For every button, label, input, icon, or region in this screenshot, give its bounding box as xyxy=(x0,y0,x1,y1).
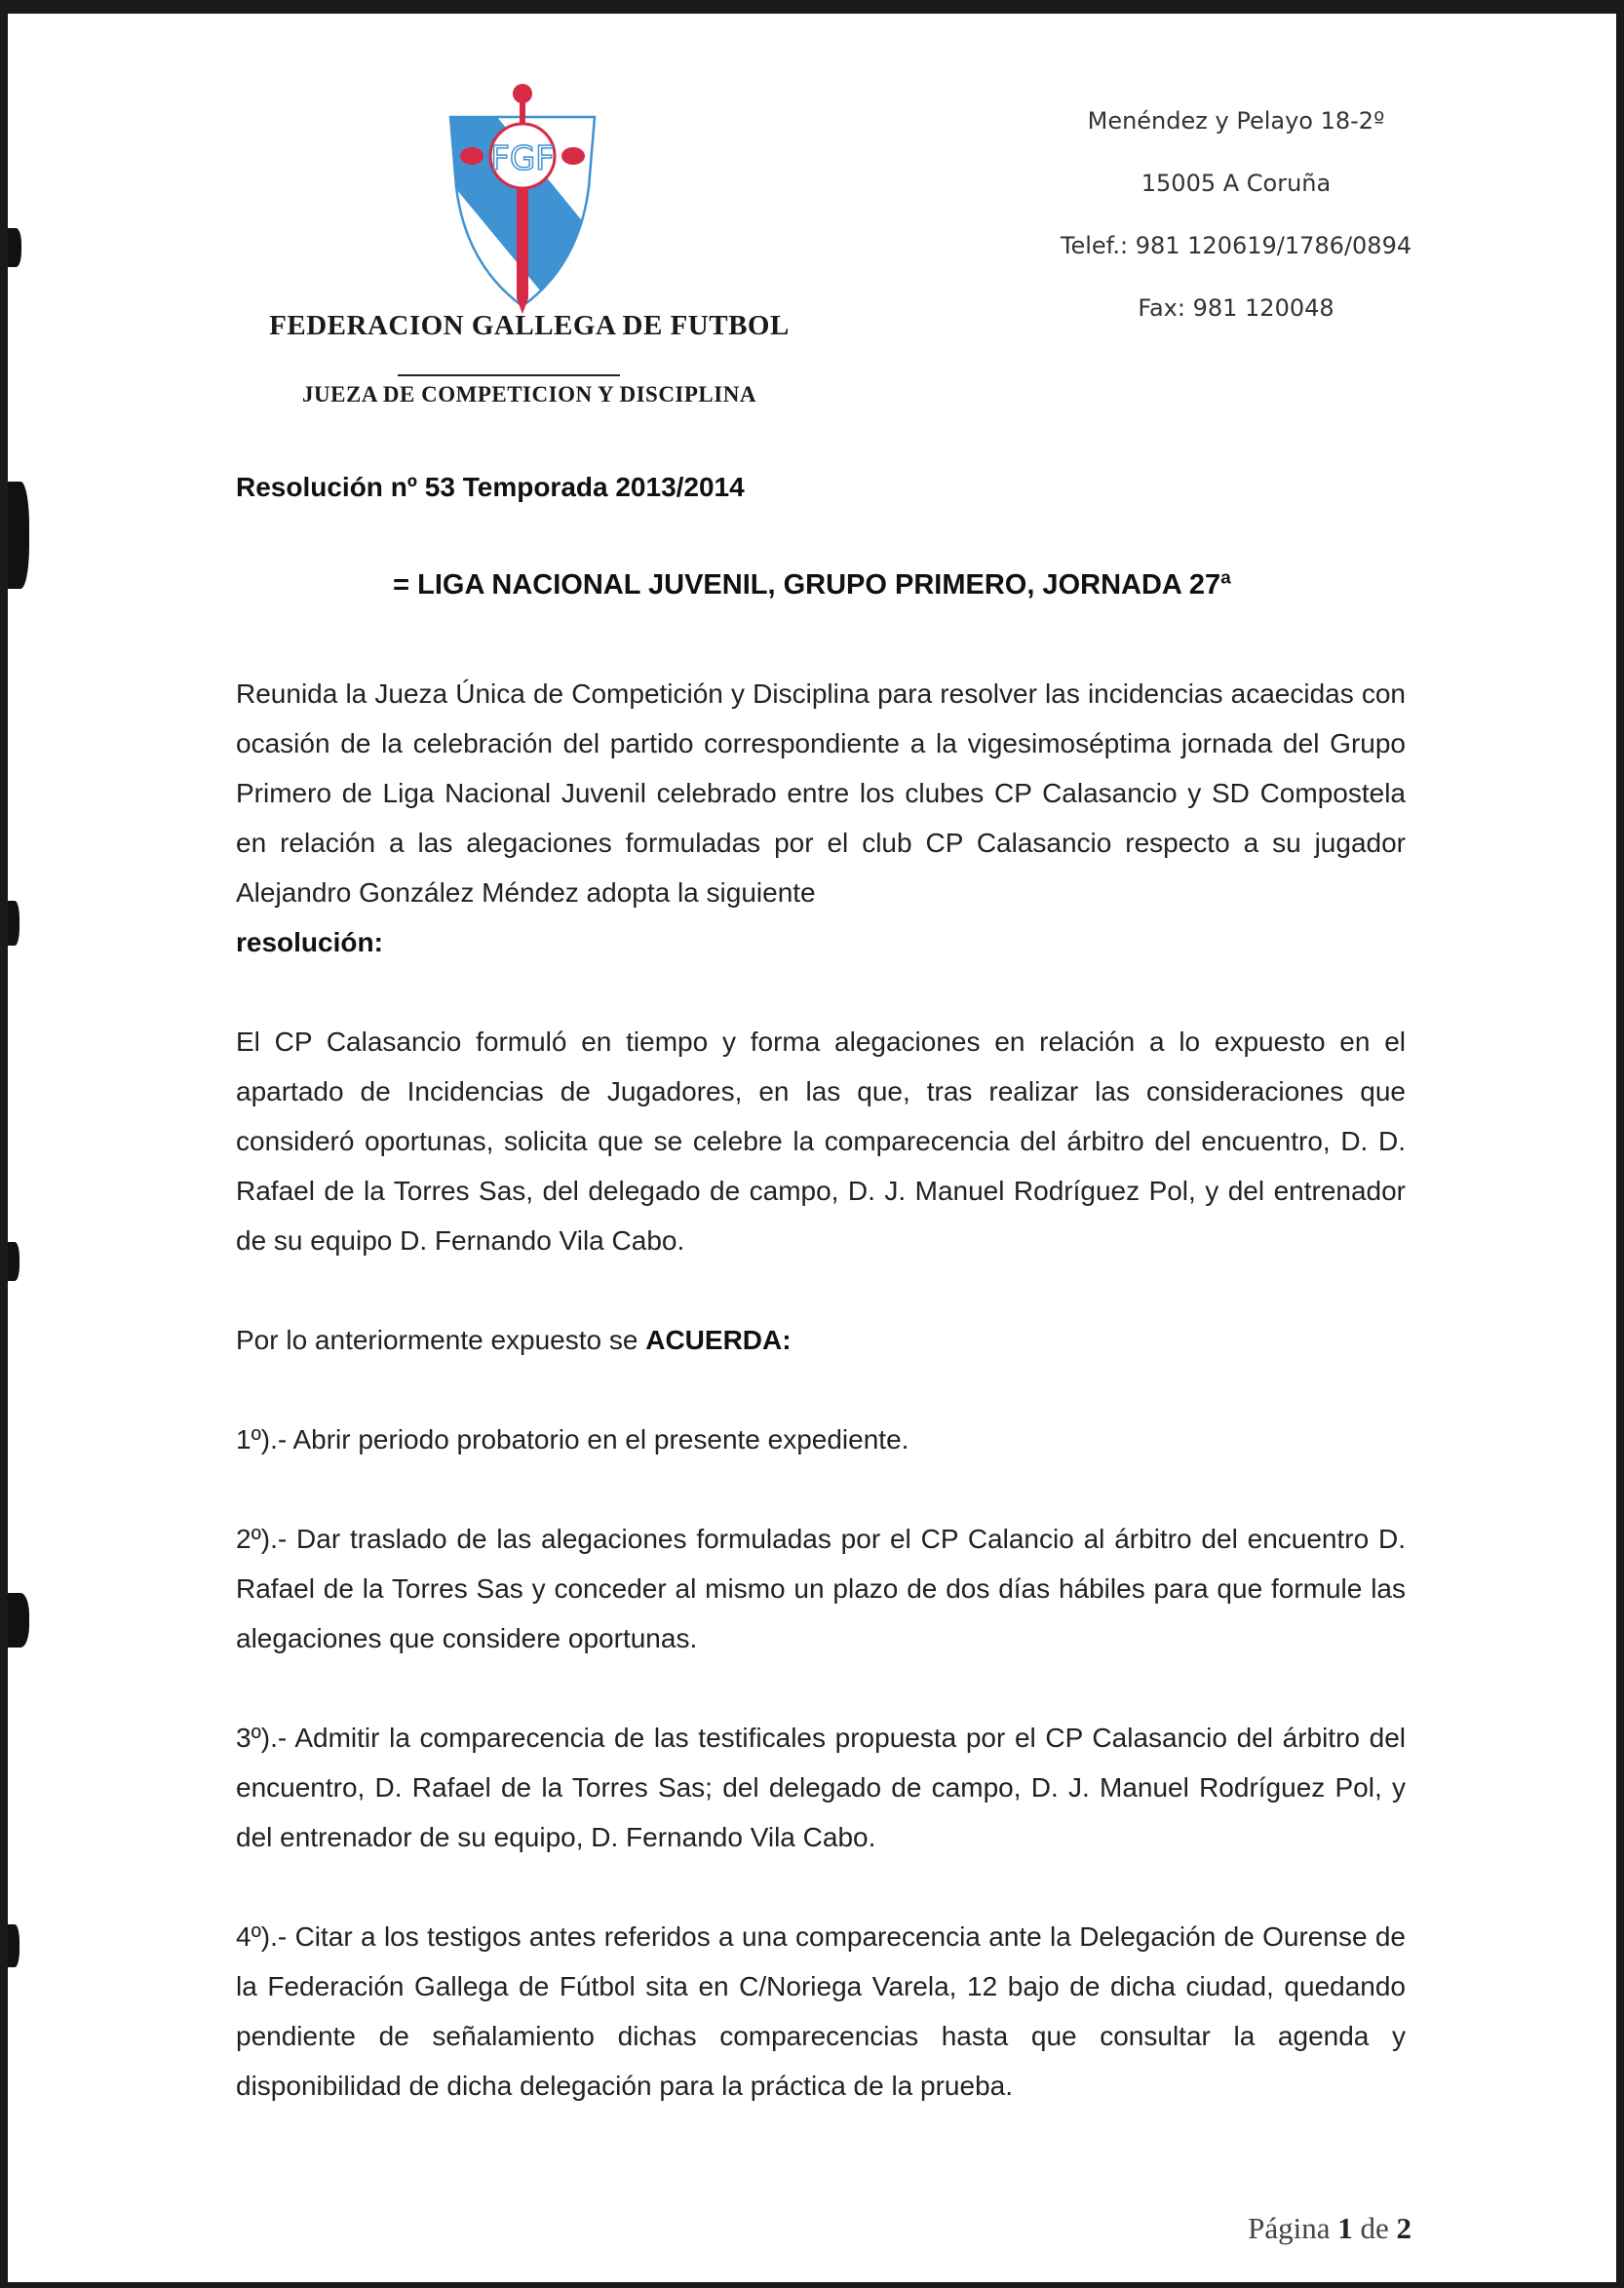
page-word: Página xyxy=(1248,2211,1331,2245)
intro-text: Reunida la Jueza Única de Competición y Disciplina para resolver las incidencias acaecidas con ocasión de la celebración del partido correspondiente a la vigesimoséptima jornada del Grupo Primero de Liga Nacional Juvenil celebrado entre los clubes CP Calasancio y SD Compostela en relación a las alegaciones formuladas por el club CP Calasancio respecto a su jugador Alejandro González Méndez adopta la siguiente xyxy=(236,679,1406,908)
federation-crest-icon xyxy=(443,80,602,314)
contact-fax: Fax: 981 120048 xyxy=(1138,294,1334,322)
crest-letters: FGF xyxy=(490,139,555,178)
scan-mark xyxy=(8,1924,19,1967)
agreement-text: Por lo anteriormente expuesto se xyxy=(236,1325,638,1355)
department-name: JUEZA DE COMPETICION Y DISCIPLINA xyxy=(302,382,756,407)
paragraph-intro xyxy=(236,669,1406,967)
contact-phone: Telef.: 981 120619/1786/0894 xyxy=(1060,232,1412,259)
scan-mark xyxy=(8,901,19,946)
agreement-bold: ACUERDA: xyxy=(645,1325,792,1355)
document-body xyxy=(236,669,1406,2160)
page-number xyxy=(1158,2211,1411,2246)
paragraph-agreement xyxy=(236,1315,1406,1365)
document-page xyxy=(8,14,1616,2282)
contact-address: Menéndez y Pelayo 18-2º xyxy=(1087,107,1385,135)
agreement-item-1: 1º).- Abrir periodo probatorio en el presente expediente. xyxy=(236,1424,909,1454)
paragraph-allegations: El CP Calasancio formuló en tiempo y forma alegaciones en relación a lo expuesto en el apartado de Incidencias de Jugadores, en las que, tras realizar las consideraciones que consideró oportunas, solicita que se celebre la comparecencia del árbitro del encuentro, D. D. Rafael de la Torres Sas, del delegado de campo, D. J. Manuel Rodríguez Pol, y del entrenador de su equipo D. Fernando Vila Cabo. xyxy=(236,1027,1406,1256)
page-total: 2 xyxy=(1396,2211,1411,2245)
section-title: = LIGA NACIONAL JUVENIL, GRUPO PRIMERO, JORNADA 27ª xyxy=(393,569,1231,601)
resolution-title: Resolución nº 53 Temporada 2013/2014 xyxy=(236,472,745,502)
agreement-item-3: 3º).- Admitir la comparecencia de las testificales propuesta por el CP Calasancio del árbitro del encuentro, D. Rafael de la Torres Sas; del delegado de campo, D. J. Manuel Rodríguez Pol, y del entrenador de su equipo, D. Fernando Vila Cabo. xyxy=(236,1723,1406,1852)
agreement-item-4: 4º).- Citar a los testigos antes referidos a una comparecencia ante la Delegación de Ourense de la Federación Gallega de Fútbol sita en C/Noriega Varela, 12 bajo de dicha ciudad, quedando pendiente de señalamiento dichas comparecencias hasta que consultar la agenda y disponibilidad de dicha delegación para la práctica de la prueba. xyxy=(236,1921,1406,2101)
page-of: de xyxy=(1360,2211,1389,2245)
agreement-item-2: 2º).- Dar traslado de las alegaciones formuladas por el CP Calancio al árbitro del encuentro D. Rafael de la Torres Sas y conceder al mismo un plazo de dos días hábiles para que formule las alegaciones que considere oportunas. xyxy=(236,1524,1406,1653)
scan-mark xyxy=(8,1593,29,1648)
contact-city: 15005 A Coruña xyxy=(1141,170,1332,197)
organization-name: FEDERACION GALLEGA DE FUTBOL xyxy=(269,310,790,341)
page-current: 1 xyxy=(1337,2211,1353,2245)
scan-mark xyxy=(8,1242,19,1281)
header-divider xyxy=(398,374,620,376)
contact-block xyxy=(1012,101,1460,351)
scan-mark xyxy=(8,228,21,267)
intro-bold: resolución: xyxy=(236,927,383,957)
